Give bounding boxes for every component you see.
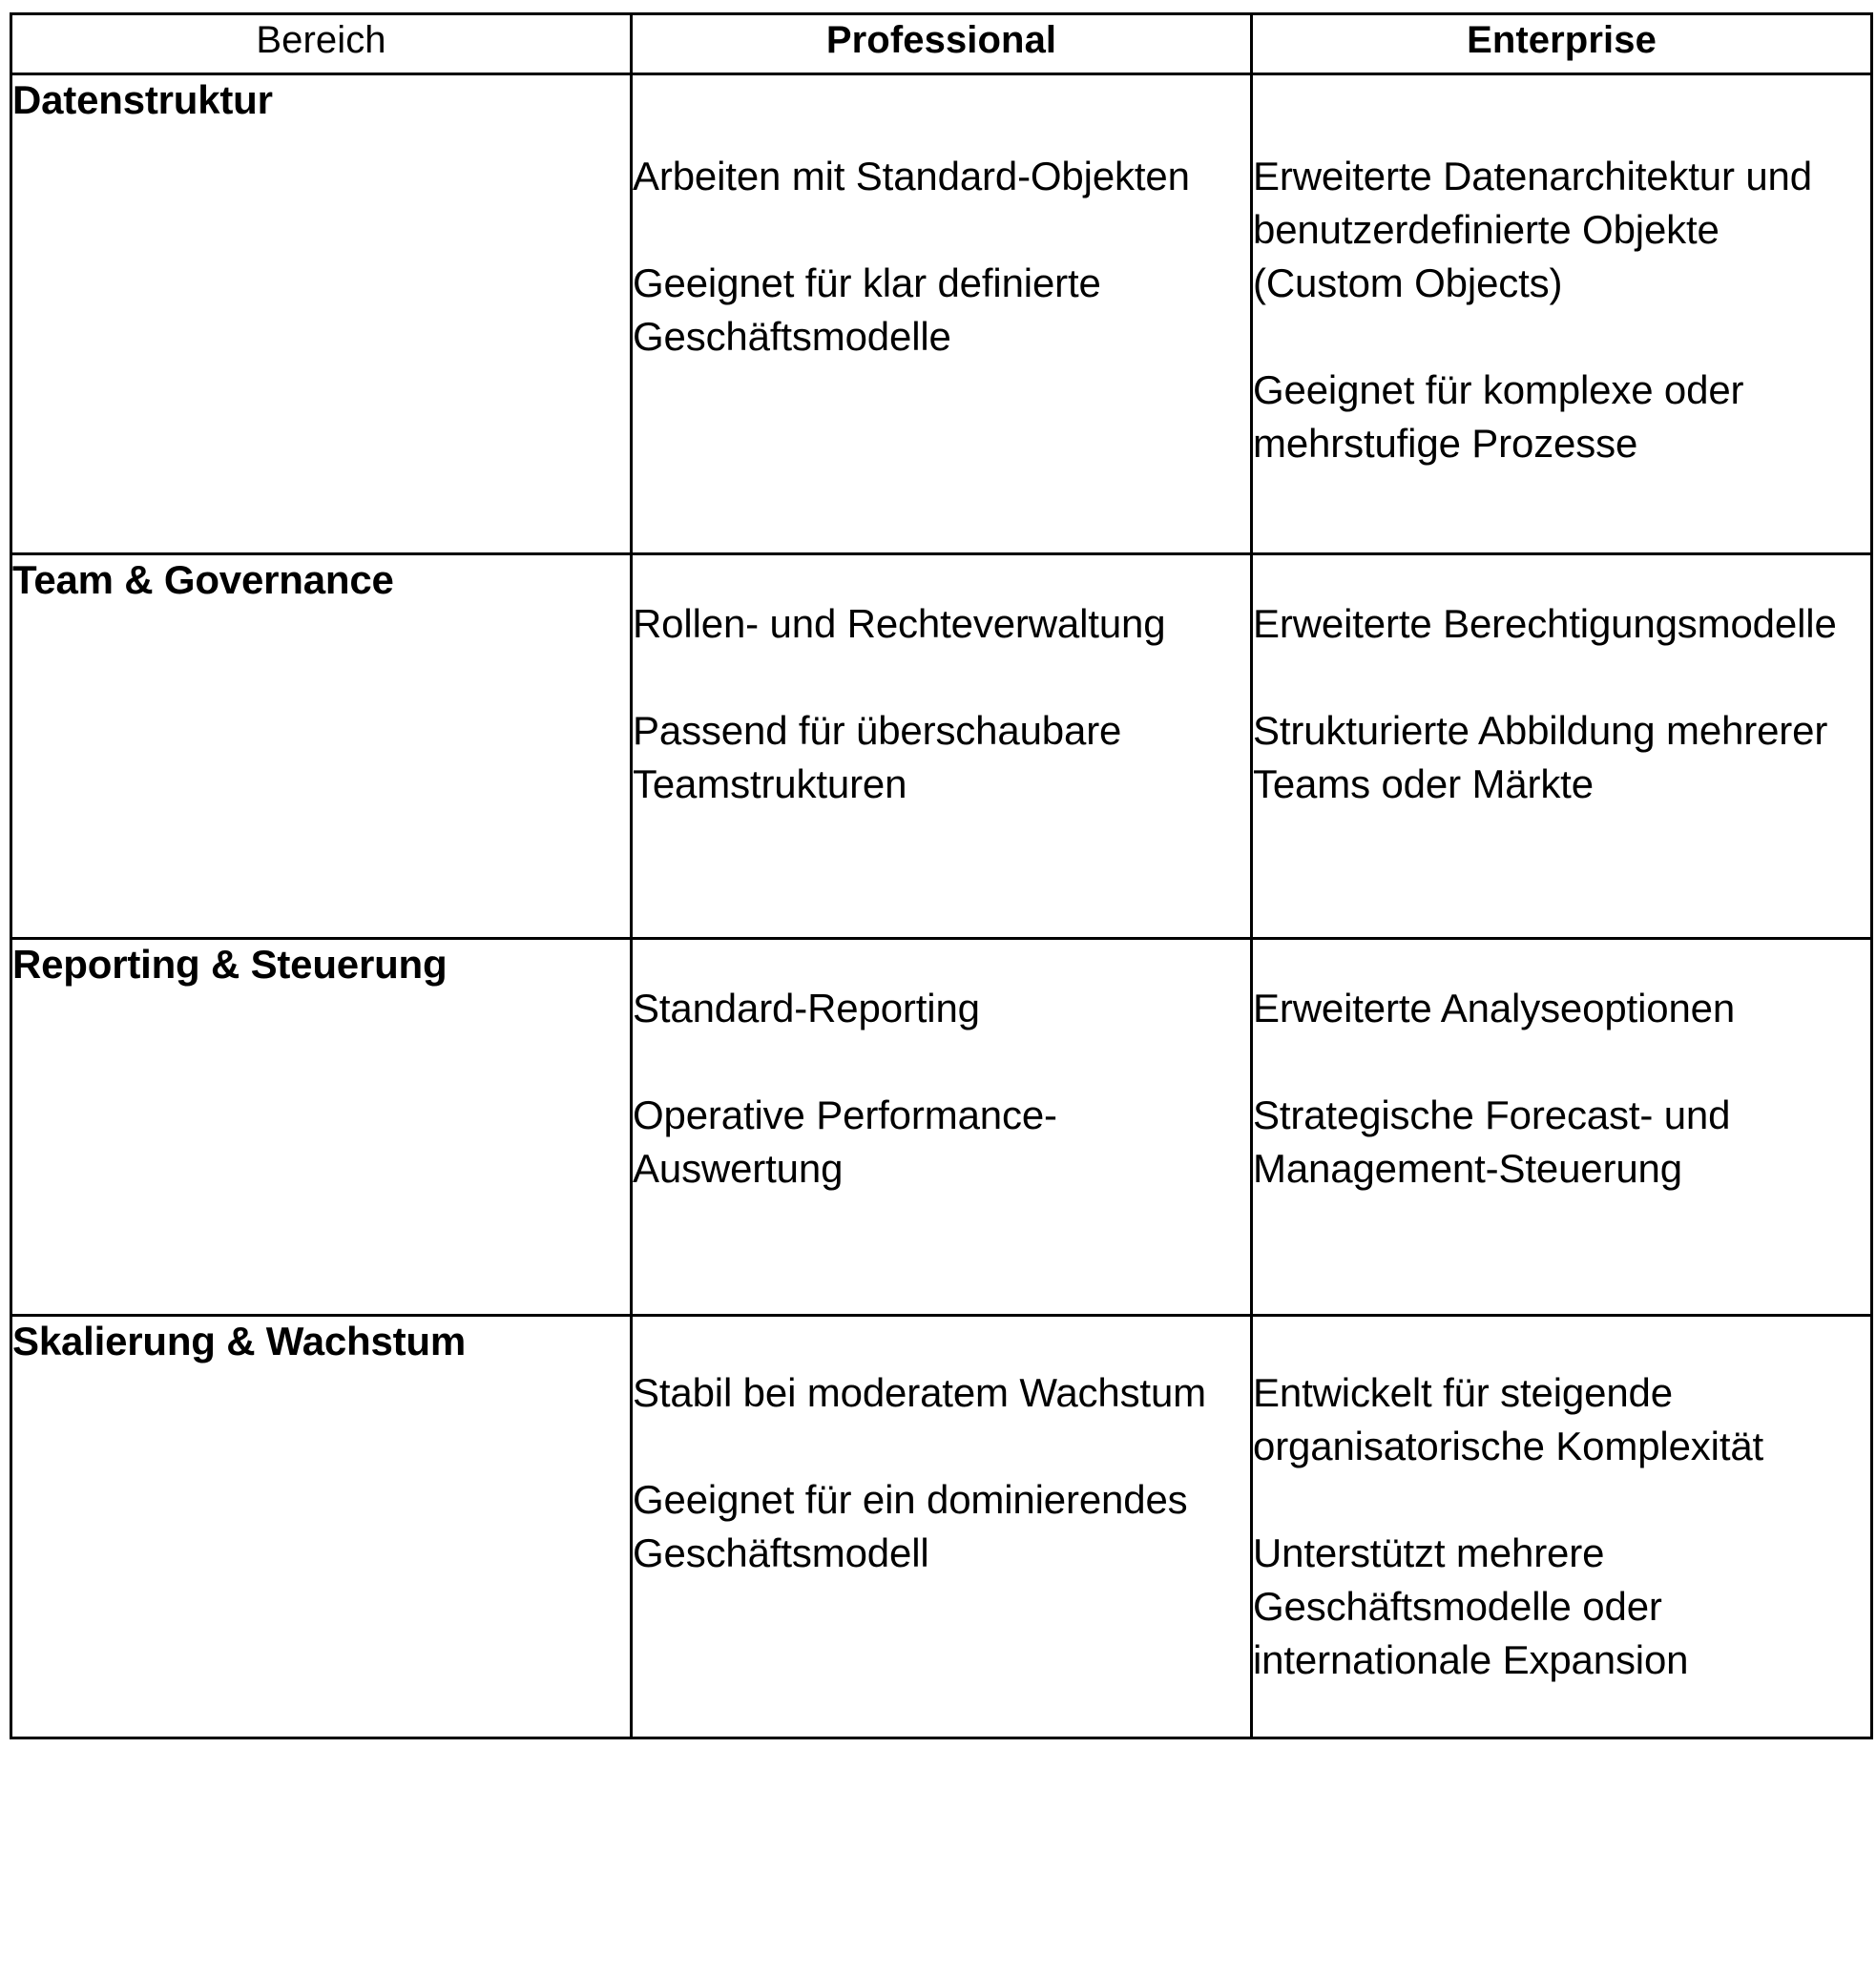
cell-paragraph: Strategische Forecast- und Management-Steuerung bbox=[1253, 1093, 1731, 1191]
row-enterprise-cell-reporting-steuerung bbox=[1252, 939, 1872, 1316]
column-header-bereich-label: Bereich bbox=[256, 19, 386, 61]
cell-paragraph: Entwickelt für steigende organisatorische Komplexität bbox=[1253, 1370, 1764, 1468]
row-area-label: Reporting & Steuerung bbox=[12, 942, 448, 987]
row-professional-cell-datenstruktur bbox=[632, 74, 1252, 554]
row-professional-cell-team-governance bbox=[632, 554, 1252, 939]
cell-paragraph: Erweiterte Berechtigungsmodelle bbox=[1253, 601, 1837, 646]
table-header bbox=[11, 14, 1872, 74]
row-area-cell-datenstruktur bbox=[11, 74, 632, 554]
row-enterprise-cell-team-governance bbox=[1252, 554, 1872, 939]
table-row bbox=[11, 1316, 1872, 1738]
row-professional-cell-skalierung-wachstum bbox=[632, 1316, 1252, 1738]
cell-paragraph: Unterstützt mehrere Geschäftsmodelle oder internationale Expansion bbox=[1253, 1530, 1689, 1682]
feature-comparison-table bbox=[10, 12, 1873, 1739]
table-row bbox=[11, 74, 1872, 554]
cell-paragraph: Strukturierte Abbildung mehrerer Teams oder Märkte bbox=[1253, 708, 1828, 806]
cell-paragraph: Operative Performance-Auswertung bbox=[633, 1093, 1057, 1191]
cell-paragraph: Stabil bei moderatem Wachstum bbox=[633, 1370, 1206, 1415]
cell-paragraph: Geeignet für komplexe oder mehrstufige Prozesse bbox=[1253, 367, 1744, 466]
row-professional-cell-reporting-steuerung bbox=[632, 939, 1252, 1316]
row-area-label: Datenstruktur bbox=[12, 77, 273, 122]
cell-paragraph: Standard-Reporting bbox=[633, 986, 980, 1030]
cell-paragraph: Erweiterte Datenarchitektur und benutzerdefinierte Objekte (Custom Objects) bbox=[1253, 154, 1812, 305]
header-row bbox=[11, 14, 1872, 74]
row-enterprise-cell-skalierung-wachstum bbox=[1252, 1316, 1872, 1738]
row-area-cell-team-governance bbox=[11, 554, 632, 939]
cell-paragraph: Arbeiten mit Standard-Objekten bbox=[633, 154, 1190, 198]
cell-paragraph: Erweiterte Analyseoptionen bbox=[1253, 986, 1736, 1030]
table-row bbox=[11, 554, 1872, 939]
table-row bbox=[11, 939, 1872, 1316]
column-header-bereich bbox=[11, 14, 632, 74]
cell-paragraph: Geeignet für ein dominierendes Geschäftsmodell bbox=[633, 1477, 1188, 1575]
row-area-cell-skalierung-wachstum bbox=[11, 1316, 632, 1738]
table-body bbox=[11, 74, 1872, 1738]
cell-paragraph: Rollen- und Rechteverwaltung bbox=[633, 601, 1166, 646]
cell-paragraph: Geeignet für klar definierte Geschäftsmodelle bbox=[633, 260, 1101, 359]
row-area-label: Team & Governance bbox=[12, 557, 394, 602]
row-enterprise-cell-datenstruktur bbox=[1252, 74, 1872, 554]
row-area-cell-reporting-steuerung bbox=[11, 939, 632, 1316]
column-header-professional-label: Professional bbox=[825, 19, 1057, 61]
column-header-enterprise-label: Enterprise bbox=[1467, 19, 1657, 61]
column-header-professional bbox=[632, 14, 1252, 74]
column-header-enterprise bbox=[1252, 14, 1872, 74]
row-area-label: Skalierung & Wachstum bbox=[12, 1319, 467, 1363]
cell-paragraph: Passend für überschaubare Teamstrukturen bbox=[633, 708, 1122, 806]
